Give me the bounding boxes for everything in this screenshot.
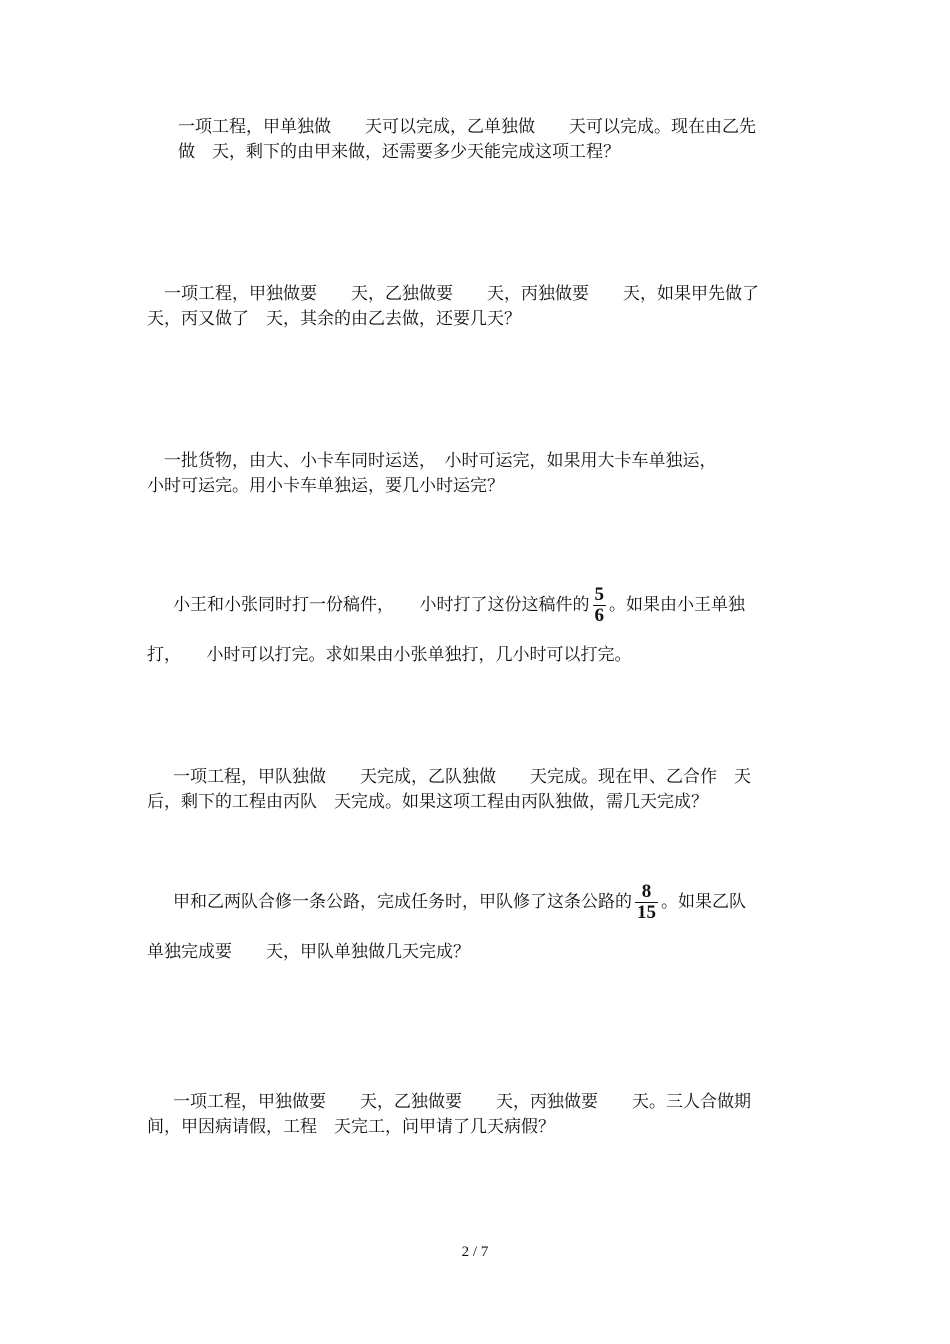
problem-1-line-2: 做 天，剩下的由甲来做，还需要多少天能完成这项工程？: [178, 142, 620, 162]
problem-4-text-before: 小王和小张同时打一份稿件， 小时打了这份这稿件的: [173, 595, 590, 615]
problem-6-text-after: 。如果乙队: [661, 892, 746, 912]
problem-6-line-2: 单独完成要 天，甲队单独做几天完成？: [147, 942, 470, 962]
fraction-8-15: [635, 882, 658, 923]
fraction-numerator: 8: [641, 881, 652, 902]
problem-7-line-2: 间，甲因病请假，工程 天完工，问甲请了几天病假？: [147, 1117, 555, 1137]
problem-5-line-1: 一项工程，甲队独做 天完成，乙队独做 天完成。现在甲、乙合作 天: [173, 767, 751, 787]
fraction-denominator: 15: [637, 902, 656, 923]
problem-5-line-2: 后，剩下的工程由丙队 天完成。如果这项工程由丙队独做，需几天完成？: [147, 792, 708, 812]
problem-4-line-2: 打， 小时可以打完。求如果由小张单独打，几小时可以打完。: [147, 645, 632, 665]
problem-7-line-1: 一项工程，甲独做要 天，乙独做要 天，丙独做要 天。三人合做期: [173, 1092, 751, 1112]
fraction-5-6: [593, 585, 607, 626]
problem-1-line-1: 一项工程，甲单独做 天可以完成，乙单独做 天可以完成。现在由乙先: [178, 117, 756, 137]
problem-6-text-before: 甲和乙两队合修一条公路，完成任务时，甲队修了这条公路的: [173, 892, 632, 912]
page-number: 2 / 7: [461, 1244, 489, 1260]
problem-3-line-1: 一批货物，由大、小卡车同时运送， 小时可运完，如果用大卡车单独运，: [164, 451, 717, 471]
fraction-numerator: 5: [594, 584, 604, 605]
problem-2-line-2: 天，丙又做了 天，其余的由乙去做，还要几天？: [147, 309, 521, 329]
fraction-denominator: 6: [594, 605, 604, 626]
problem-3-line-2: 小时可运完。用小卡车单独运，要几小时运完？: [147, 476, 504, 496]
problem-6-line-1: [173, 877, 746, 927]
problem-4-line-1: [173, 580, 745, 630]
problem-4-text-after: 。如果由小王单独: [609, 595, 745, 615]
problem-2-line-1: 一项工程，甲独做要 天，乙独做要 天，丙独做要 天，如果甲先做了: [164, 284, 759, 304]
